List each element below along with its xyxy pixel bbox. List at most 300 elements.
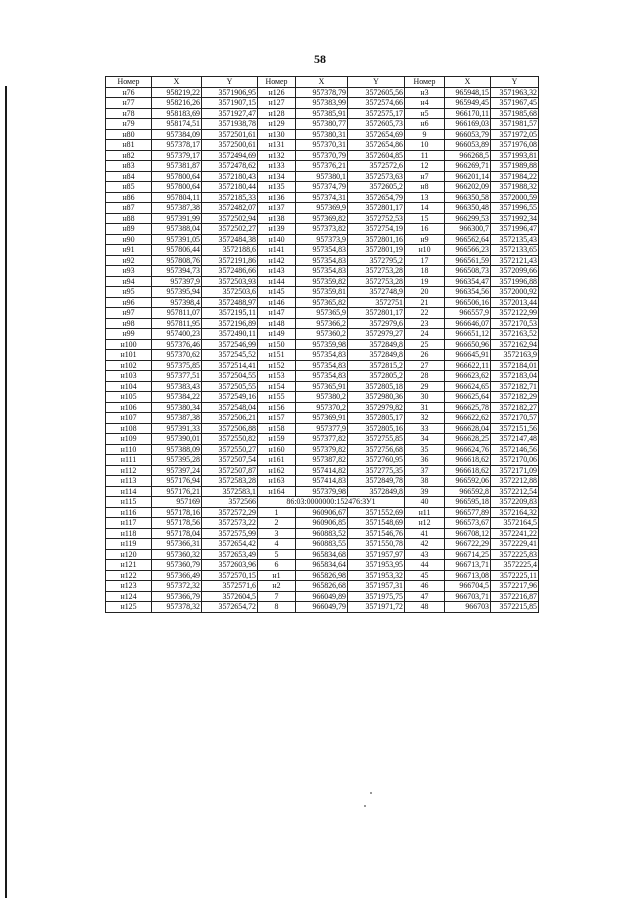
y-coordinate-cell: 3572574,66 bbox=[348, 98, 405, 109]
y-coordinate-cell: 3571957,97 bbox=[348, 549, 405, 560]
y-coordinate-cell: 3572755,85 bbox=[348, 434, 405, 445]
table-row bbox=[106, 423, 539, 434]
x-coordinate-cell: 957397,9 bbox=[152, 276, 202, 287]
point-number-cell: н117 bbox=[106, 518, 152, 529]
point-number-cell: н92 bbox=[106, 255, 152, 266]
x-coordinate-cell: 958219,22 bbox=[152, 87, 202, 98]
point-number-cell: 48 bbox=[405, 602, 445, 613]
x-coordinate-cell: 966354,56 bbox=[445, 287, 491, 298]
point-number-cell: н2 bbox=[258, 581, 296, 592]
x-coordinate-cell: 966202,09 bbox=[445, 182, 491, 193]
point-number-cell: н163 bbox=[258, 476, 296, 487]
x-coordinate-cell: 957374,31 bbox=[296, 192, 348, 203]
point-number-cell: 46 bbox=[405, 581, 445, 592]
x-coordinate-cell: 966618,62 bbox=[445, 465, 491, 476]
table-row bbox=[106, 308, 539, 319]
y-coordinate-cell: 3572756,68 bbox=[348, 444, 405, 455]
point-number-cell: н104 bbox=[106, 381, 152, 392]
y-coordinate-cell: 3572754,19 bbox=[348, 224, 405, 235]
point-number-cell: 34 bbox=[405, 434, 445, 445]
x-coordinate-cell: 957354,83 bbox=[296, 360, 348, 371]
x-coordinate-cell: 957369,91 bbox=[296, 413, 348, 424]
table-header-row bbox=[106, 77, 539, 88]
y-coordinate-cell: 3572183,04 bbox=[491, 371, 539, 382]
table-row bbox=[106, 476, 539, 487]
point-number-cell: н79 bbox=[106, 119, 152, 130]
point-number-cell: н8 bbox=[405, 182, 445, 193]
x-coordinate-cell: 957400,23 bbox=[152, 329, 202, 340]
y-coordinate-cell: 3572478,62 bbox=[202, 161, 258, 172]
x-coordinate-cell: 957391,99 bbox=[152, 213, 202, 224]
x-coordinate-cell: 957387,38 bbox=[152, 203, 202, 214]
x-coordinate-cell: 960906,85 bbox=[296, 518, 348, 529]
y-coordinate-cell: 3572215,85 bbox=[491, 602, 539, 613]
point-number-cell: н141 bbox=[258, 245, 296, 256]
point-number-cell: н162 bbox=[258, 465, 296, 476]
x-coordinate-cell: 957397,24 bbox=[152, 465, 202, 476]
x-coordinate-cell: 957376,21 bbox=[296, 161, 348, 172]
point-number-cell: н154 bbox=[258, 381, 296, 392]
x-coordinate-cell: 957360,2 bbox=[296, 329, 348, 340]
table-row bbox=[106, 98, 539, 109]
table-row bbox=[106, 318, 539, 329]
y-coordinate-cell: 3572486,66 bbox=[202, 266, 258, 277]
x-coordinate-cell: 966618,62 bbox=[445, 455, 491, 466]
y-coordinate-cell: 3572849,8 bbox=[348, 339, 405, 350]
point-number-cell: н9 bbox=[405, 234, 445, 245]
point-number-cell: н120 bbox=[106, 549, 152, 560]
point-number-cell: н151 bbox=[258, 350, 296, 361]
table-row bbox=[106, 255, 539, 266]
x-coordinate-cell: 957377,9 bbox=[296, 423, 348, 434]
x-coordinate-cell: 966053,89 bbox=[445, 140, 491, 151]
table-row bbox=[106, 266, 539, 277]
x-coordinate-cell: 966708,12 bbox=[445, 528, 491, 539]
point-number-cell: н136 bbox=[258, 192, 296, 203]
y-coordinate-cell: 3572135,43 bbox=[491, 234, 539, 245]
x-coordinate-cell: 966628,04 bbox=[445, 423, 491, 434]
x-coordinate-cell: 966350,48 bbox=[445, 203, 491, 214]
y-coordinate-cell: 3572760,95 bbox=[348, 455, 405, 466]
point-number-cell: н85 bbox=[106, 182, 152, 193]
point-number-cell: н128 bbox=[258, 108, 296, 119]
point-number-cell: н80 bbox=[106, 129, 152, 140]
x-coordinate-cell: 966573,67 bbox=[445, 518, 491, 529]
x-coordinate-cell: 966169,03 bbox=[445, 119, 491, 130]
header-x: X bbox=[152, 77, 202, 88]
y-coordinate-cell: 3572184,01 bbox=[491, 360, 539, 371]
y-coordinate-cell: 3572500,61 bbox=[202, 140, 258, 151]
point-number-cell: 31 bbox=[405, 402, 445, 413]
y-coordinate-cell: 3572185,33 bbox=[202, 192, 258, 203]
point-number-cell: н143 bbox=[258, 266, 296, 277]
x-coordinate-cell: 957366,2 bbox=[296, 318, 348, 329]
x-coordinate-cell: 965834,64 bbox=[296, 560, 348, 571]
x-coordinate-cell: 966646,07 bbox=[445, 318, 491, 329]
point-number-cell: 1 bbox=[258, 507, 296, 518]
table-row bbox=[106, 213, 539, 224]
y-coordinate-cell: 3572013,44 bbox=[491, 297, 539, 308]
x-coordinate-cell: 957373,9 bbox=[296, 234, 348, 245]
point-number-cell: 42 bbox=[405, 539, 445, 550]
y-coordinate-cell: 3572801,19 bbox=[348, 245, 405, 256]
x-coordinate-cell: 957377,82 bbox=[296, 434, 348, 445]
y-coordinate-cell: 3572583,28 bbox=[202, 476, 258, 487]
y-coordinate-cell: 3571546,76 bbox=[348, 528, 405, 539]
x-coordinate-cell: 966625,78 bbox=[445, 402, 491, 413]
x-coordinate-cell: 957380,31 bbox=[296, 129, 348, 140]
y-coordinate-cell: 3572225,83 bbox=[491, 549, 539, 560]
y-coordinate-cell: 3572550,82 bbox=[202, 434, 258, 445]
y-coordinate-cell: 3572506,21 bbox=[202, 413, 258, 424]
y-coordinate-cell: 3572164,32 bbox=[491, 507, 539, 518]
point-number-cell: 41 bbox=[405, 528, 445, 539]
x-coordinate-cell: 957354,83 bbox=[296, 371, 348, 382]
table-row bbox=[106, 581, 539, 592]
point-number-cell: н147 bbox=[258, 308, 296, 319]
y-coordinate-cell: 3572502,94 bbox=[202, 213, 258, 224]
point-number-cell: 6 bbox=[258, 560, 296, 571]
y-coordinate-cell: 3572494,69 bbox=[202, 150, 258, 161]
y-coordinate-cell: 3572217,96 bbox=[491, 581, 539, 592]
x-coordinate-cell: 957169 bbox=[152, 497, 202, 508]
x-coordinate-cell: 957387,38 bbox=[152, 413, 202, 424]
point-number-cell: 11 bbox=[405, 150, 445, 161]
point-number-cell: н135 bbox=[258, 182, 296, 193]
point-number-cell: н126 bbox=[258, 87, 296, 98]
x-coordinate-cell: 966651,12 bbox=[445, 329, 491, 340]
point-number-cell: н95 bbox=[106, 287, 152, 298]
x-coordinate-cell: 958183,69 bbox=[152, 108, 202, 119]
point-number-cell: 20 bbox=[405, 287, 445, 298]
y-coordinate-cell: 3571552,69 bbox=[348, 507, 405, 518]
x-coordinate-cell: 960883,52 bbox=[296, 528, 348, 539]
y-coordinate-cell: 3572549,16 bbox=[202, 392, 258, 403]
point-number-cell: 39 bbox=[405, 486, 445, 497]
table-row bbox=[106, 602, 539, 613]
y-coordinate-cell: 3572572,6 bbox=[348, 161, 405, 172]
x-coordinate-cell: 957176,94 bbox=[152, 476, 202, 487]
point-number-cell: 28 bbox=[405, 371, 445, 382]
point-number-cell: 7 bbox=[258, 591, 296, 602]
x-coordinate-cell: 957804,11 bbox=[152, 192, 202, 203]
point-number-cell: н109 bbox=[106, 434, 152, 445]
point-number-cell: н115 bbox=[106, 497, 152, 508]
y-coordinate-cell: 3572209,83 bbox=[491, 497, 539, 508]
y-coordinate-cell: 3571907,15 bbox=[202, 98, 258, 109]
x-coordinate-cell: 957383,43 bbox=[152, 381, 202, 392]
x-coordinate-cell: 966714,25 bbox=[445, 549, 491, 560]
point-number-cell: н140 bbox=[258, 234, 296, 245]
y-coordinate-cell: 3572548,04 bbox=[202, 402, 258, 413]
y-coordinate-cell: 3571550,78 bbox=[348, 539, 405, 550]
point-number-cell: н5 bbox=[405, 108, 445, 119]
table-body bbox=[106, 87, 539, 612]
x-coordinate-cell: 957377,51 bbox=[152, 371, 202, 382]
y-coordinate-cell: 3572503,6 bbox=[202, 287, 258, 298]
point-number-cell: 17 bbox=[405, 255, 445, 266]
point-number-cell: 26 bbox=[405, 350, 445, 361]
y-coordinate-cell: 3572504,55 bbox=[202, 371, 258, 382]
point-number-cell: н159 bbox=[258, 434, 296, 445]
header-number: Номер bbox=[258, 77, 296, 88]
y-coordinate-cell: 3572583,1 bbox=[202, 486, 258, 497]
y-coordinate-cell: 3572514,41 bbox=[202, 360, 258, 371]
x-coordinate-cell: 966713,08 bbox=[445, 570, 491, 581]
x-coordinate-cell: 966049,89 bbox=[296, 591, 348, 602]
point-number-cell: н156 bbox=[258, 402, 296, 413]
y-coordinate-cell: 3572805,2 bbox=[348, 371, 405, 382]
x-coordinate-cell: 957370,2 bbox=[296, 402, 348, 413]
y-coordinate-cell: 3572546,99 bbox=[202, 339, 258, 350]
y-coordinate-cell: 3572482,07 bbox=[202, 203, 258, 214]
x-coordinate-cell: 966299,53 bbox=[445, 213, 491, 224]
y-coordinate-cell: 3571967,45 bbox=[491, 98, 539, 109]
y-coordinate-cell: 3572000,92 bbox=[491, 287, 539, 298]
y-coordinate-cell: 3571984,22 bbox=[491, 171, 539, 182]
x-coordinate-cell: 957354,83 bbox=[296, 245, 348, 256]
y-coordinate-cell: 3572170,53 bbox=[491, 318, 539, 329]
y-coordinate-cell: 3571981,57 bbox=[491, 119, 539, 130]
x-coordinate-cell: 966713,71 bbox=[445, 560, 491, 571]
point-number-cell: 3 bbox=[258, 528, 296, 539]
x-coordinate-cell: 957370,62 bbox=[152, 350, 202, 361]
point-number-cell: н11 bbox=[405, 507, 445, 518]
y-coordinate-cell: 3572170,57 bbox=[491, 413, 539, 424]
y-coordinate-cell: 3572653,49 bbox=[202, 549, 258, 560]
x-coordinate-cell: 957388,09 bbox=[152, 444, 202, 455]
y-coordinate-cell: 3572979,6 bbox=[348, 318, 405, 329]
y-coordinate-cell: 3572151,56 bbox=[491, 423, 539, 434]
x-coordinate-cell: 958174,51 bbox=[152, 119, 202, 130]
x-coordinate-cell: 966562,64 bbox=[445, 234, 491, 245]
x-coordinate-cell: 966704,5 bbox=[445, 581, 491, 592]
table-row bbox=[106, 465, 539, 476]
point-number-cell: н118 bbox=[106, 528, 152, 539]
y-coordinate-cell: 3572241,22 bbox=[491, 528, 539, 539]
x-coordinate-cell: 957178,04 bbox=[152, 528, 202, 539]
point-number-cell: н7 bbox=[405, 171, 445, 182]
x-coordinate-cell: 966354,47 bbox=[445, 276, 491, 287]
table-row bbox=[106, 539, 539, 550]
y-coordinate-cell: 3571996,88 bbox=[491, 276, 539, 287]
point-number-cell: н88 bbox=[106, 213, 152, 224]
table-row bbox=[106, 497, 539, 508]
x-coordinate-cell: 966268,5 bbox=[445, 150, 491, 161]
y-coordinate-cell: 3572490,11 bbox=[202, 329, 258, 340]
x-coordinate-cell: 957384,09 bbox=[152, 129, 202, 140]
x-coordinate-cell: 965834,68 bbox=[296, 549, 348, 560]
point-number-cell: 25 bbox=[405, 339, 445, 350]
x-coordinate-cell: 957375,85 bbox=[152, 360, 202, 371]
y-coordinate-cell: 3572801,17 bbox=[348, 308, 405, 319]
y-coordinate-cell: 3572188,6 bbox=[202, 245, 258, 256]
y-coordinate-cell: 3572604,5 bbox=[202, 591, 258, 602]
point-number-cell: н90 bbox=[106, 234, 152, 245]
point-number-cell: 27 bbox=[405, 360, 445, 371]
table-row bbox=[106, 455, 539, 466]
y-coordinate-cell: 3571993,81 bbox=[491, 150, 539, 161]
x-coordinate-cell: 966577,89 bbox=[445, 507, 491, 518]
x-coordinate-cell: 957360,79 bbox=[152, 560, 202, 571]
point-number-cell: н127 bbox=[258, 98, 296, 109]
x-coordinate-cell: 957811,95 bbox=[152, 318, 202, 329]
y-coordinate-cell: 3572603,96 bbox=[202, 560, 258, 571]
x-coordinate-cell: 957385,91 bbox=[296, 108, 348, 119]
x-coordinate-cell: 966628,25 bbox=[445, 434, 491, 445]
point-number-cell: н153 bbox=[258, 371, 296, 382]
point-number-cell: н96 bbox=[106, 297, 152, 308]
page-number: 58 bbox=[314, 52, 326, 66]
table-row bbox=[106, 192, 539, 203]
x-coordinate-cell: 966566,23 bbox=[445, 245, 491, 256]
point-number-cell: 4 bbox=[258, 539, 296, 550]
x-coordinate-cell: 965948,15 bbox=[445, 87, 491, 98]
y-coordinate-cell: 3572545,52 bbox=[202, 350, 258, 361]
cadastral-number-cell: 86:03:0000000:152476:ЗУ1 bbox=[258, 497, 405, 508]
table-row bbox=[106, 486, 539, 497]
y-coordinate-cell: 3572654,72 bbox=[202, 602, 258, 613]
y-coordinate-cell: 3572752,53 bbox=[348, 213, 405, 224]
point-number-cell: н111 bbox=[106, 455, 152, 466]
y-coordinate-cell: 3572605,73 bbox=[348, 119, 405, 130]
x-coordinate-cell: 965949,45 bbox=[445, 98, 491, 109]
point-number-cell: н123 bbox=[106, 581, 152, 592]
point-number-cell: 9 bbox=[405, 129, 445, 140]
table-row bbox=[106, 150, 539, 161]
point-number-cell: н138 bbox=[258, 213, 296, 224]
y-coordinate-cell: 3572573,22 bbox=[202, 518, 258, 529]
x-coordinate-cell: 966508,73 bbox=[445, 266, 491, 277]
y-coordinate-cell: 3572604,85 bbox=[348, 150, 405, 161]
y-coordinate-cell: 3572122,99 bbox=[491, 308, 539, 319]
point-number-cell: н142 bbox=[258, 255, 296, 266]
point-number-cell: н160 bbox=[258, 444, 296, 455]
x-coordinate-cell: 957366,49 bbox=[152, 570, 202, 581]
y-coordinate-cell: 3571927,47 bbox=[202, 108, 258, 119]
table-row bbox=[106, 108, 539, 119]
y-coordinate-cell: 3572182,71 bbox=[491, 381, 539, 392]
y-coordinate-cell: 3572501,61 bbox=[202, 129, 258, 140]
x-coordinate-cell: 957376,46 bbox=[152, 339, 202, 350]
y-coordinate-cell: 3571976,08 bbox=[491, 140, 539, 151]
y-coordinate-cell: 3572979,82 bbox=[348, 402, 405, 413]
x-coordinate-cell: 957381,87 bbox=[152, 161, 202, 172]
scan-speck bbox=[364, 805, 366, 807]
x-coordinate-cell: 957378,79 bbox=[296, 87, 348, 98]
point-number-cell: н149 bbox=[258, 329, 296, 340]
x-coordinate-cell: 957359,81 bbox=[296, 287, 348, 298]
y-coordinate-cell: 3572795,2 bbox=[348, 255, 405, 266]
x-coordinate-cell: 957384,22 bbox=[152, 392, 202, 403]
x-coordinate-cell: 957374,79 bbox=[296, 182, 348, 193]
table-row bbox=[106, 381, 539, 392]
x-coordinate-cell: 957373,82 bbox=[296, 224, 348, 235]
point-number-cell: н107 bbox=[106, 413, 152, 424]
y-coordinate-cell: 3571996,55 bbox=[491, 203, 539, 214]
x-coordinate-cell: 966722,29 bbox=[445, 539, 491, 550]
y-coordinate-cell: 3571963,32 bbox=[491, 87, 539, 98]
y-coordinate-cell: 3572216,87 bbox=[491, 591, 539, 602]
x-coordinate-cell: 957370,79 bbox=[296, 150, 348, 161]
y-coordinate-cell: 3572605,2 bbox=[348, 182, 405, 193]
point-number-cell: н150 bbox=[258, 339, 296, 350]
y-coordinate-cell: 3572748,9 bbox=[348, 287, 405, 298]
y-coordinate-cell: 3572775,35 bbox=[348, 465, 405, 476]
y-coordinate-cell: 3571989,88 bbox=[491, 161, 539, 172]
y-coordinate-cell: 3572654,69 bbox=[348, 129, 405, 140]
point-number-cell: н87 bbox=[106, 203, 152, 214]
x-coordinate-cell: 966592,06 bbox=[445, 476, 491, 487]
point-number-cell: 15 bbox=[405, 213, 445, 224]
x-coordinate-cell: 957380,34 bbox=[152, 402, 202, 413]
point-number-cell: н152 bbox=[258, 360, 296, 371]
x-coordinate-cell: 957414,82 bbox=[296, 465, 348, 476]
header-number: Номер bbox=[405, 77, 445, 88]
point-number-cell: 29 bbox=[405, 381, 445, 392]
table-row bbox=[106, 203, 539, 214]
y-coordinate-cell: 3572654,86 bbox=[348, 140, 405, 151]
point-number-cell: н158 bbox=[258, 423, 296, 434]
x-coordinate-cell: 957360,32 bbox=[152, 549, 202, 560]
y-coordinate-cell: 3572849,8 bbox=[348, 486, 405, 497]
coordinates-table bbox=[105, 76, 539, 613]
x-coordinate-cell: 957800,64 bbox=[152, 182, 202, 193]
point-number-cell: н129 bbox=[258, 119, 296, 130]
y-coordinate-cell: 3571938,78 bbox=[202, 119, 258, 130]
y-coordinate-cell: 3572979,27 bbox=[348, 329, 405, 340]
table-row bbox=[106, 287, 539, 298]
point-number-cell: 23 bbox=[405, 318, 445, 329]
y-coordinate-cell: 3572196,89 bbox=[202, 318, 258, 329]
header-x: X bbox=[296, 77, 348, 88]
point-number-cell: 33 bbox=[405, 423, 445, 434]
x-coordinate-cell: 957365,9 bbox=[296, 308, 348, 319]
x-coordinate-cell: 957176,21 bbox=[152, 486, 202, 497]
x-coordinate-cell: 965826,98 bbox=[296, 570, 348, 581]
y-coordinate-cell: 3572163,9 bbox=[491, 350, 539, 361]
point-number-cell: н83 bbox=[106, 161, 152, 172]
table-row bbox=[106, 182, 539, 193]
y-coordinate-cell: 3572801,16 bbox=[348, 234, 405, 245]
header-y: Y bbox=[202, 77, 258, 88]
point-number-cell: 24 bbox=[405, 329, 445, 340]
y-coordinate-cell: 3572575,17 bbox=[348, 108, 405, 119]
x-coordinate-cell: 966703,71 bbox=[445, 591, 491, 602]
x-coordinate-cell: 966170,11 bbox=[445, 108, 491, 119]
y-coordinate-cell: 3572654,42 bbox=[202, 539, 258, 550]
table-row bbox=[106, 402, 539, 413]
x-coordinate-cell: 957391,05 bbox=[152, 234, 202, 245]
y-coordinate-cell: 3571548,69 bbox=[348, 518, 405, 529]
point-number-cell: н113 bbox=[106, 476, 152, 487]
table-row bbox=[106, 87, 539, 98]
x-coordinate-cell: 966201,14 bbox=[445, 171, 491, 182]
point-number-cell: н146 bbox=[258, 297, 296, 308]
y-coordinate-cell: 3572488,97 bbox=[202, 297, 258, 308]
point-number-cell: н82 bbox=[106, 150, 152, 161]
x-coordinate-cell: 957394,73 bbox=[152, 266, 202, 277]
x-coordinate-cell: 965826,68 bbox=[296, 581, 348, 592]
y-coordinate-cell: 3571992,34 bbox=[491, 213, 539, 224]
table-row bbox=[106, 570, 539, 581]
x-coordinate-cell: 957369,9 bbox=[296, 203, 348, 214]
point-number-cell: н161 bbox=[258, 455, 296, 466]
x-coordinate-cell: 957369,82 bbox=[296, 213, 348, 224]
point-number-cell: н94 bbox=[106, 276, 152, 287]
y-coordinate-cell: 3572225,11 bbox=[491, 570, 539, 581]
y-coordinate-cell: 3571957,31 bbox=[348, 581, 405, 592]
